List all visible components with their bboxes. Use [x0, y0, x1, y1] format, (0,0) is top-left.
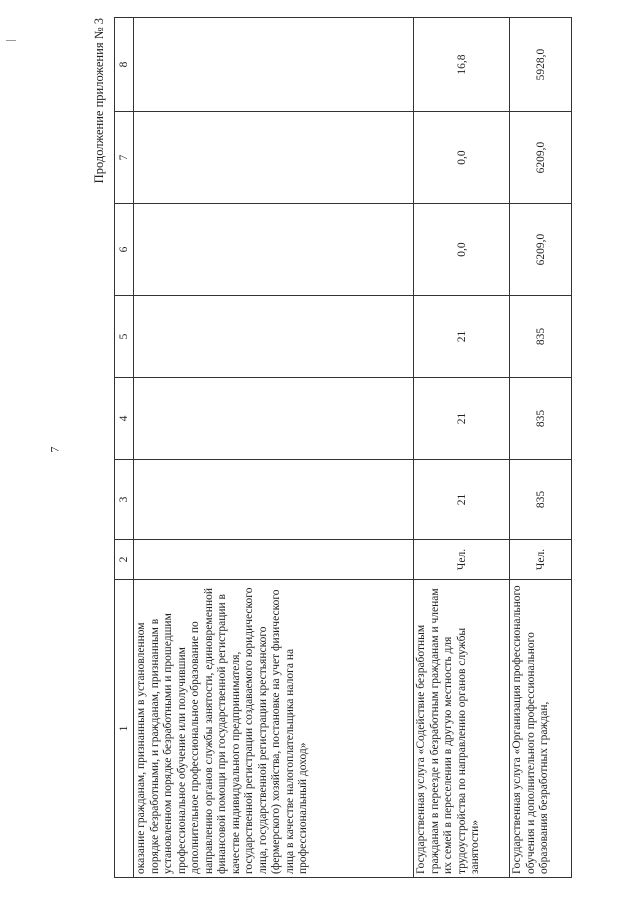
row-col4: 835 — [510, 378, 572, 460]
page-number: 7 — [47, 446, 62, 453]
col-header-4: 4 — [115, 378, 134, 460]
row-col7: 0,0 — [414, 112, 510, 204]
row-col5 — [134, 296, 414, 378]
rotated-content — [80, 18, 635, 878]
row-col7 — [134, 112, 414, 204]
col-header-2: 2 — [115, 540, 134, 580]
row-col5: 21 — [414, 296, 510, 378]
row-col6: 0,0 — [414, 204, 510, 296]
col-header-5: 5 — [115, 296, 134, 378]
row-description: оказание гражданам, признанным в установленном порядке безработными, и гражданам, признанным в установленном порядке безработными и прошедшим профессиональное обучение или получившим дополнительное профессиональное образование по направлению органов службы занятости, единовременной финансовой помощи при государственной регистрации в качестве индивидуального предпринимателя, государственной регистрации создаваемого юридического лица, государственной регистрации крестьянского (фермерского) хозяйства, постановке на учет физического лица в качестве налогоплательщика налога на профессиональный доход» — [134, 580, 414, 878]
row-col8 — [134, 18, 414, 112]
row-col8: 16,8 — [414, 18, 510, 112]
col-header-3: 3 — [115, 460, 134, 540]
col-header-1: 1 — [115, 580, 134, 878]
row-unit — [134, 540, 414, 580]
row-col6 — [134, 204, 414, 296]
row-col3: 835 — [510, 460, 572, 540]
row-col8: 5928,0 — [510, 18, 572, 112]
col-header-6: 6 — [115, 204, 134, 296]
row-col3 — [134, 460, 414, 540]
header-row — [115, 18, 134, 878]
row-description: Государственная услуга «Организация профессионального обучения и дополнительного профессионального образования безработных граждан, — [510, 580, 572, 878]
row-description: Государственная услуга «Содействие безработным гражданам в переезде и безработным гражданам и членам их семей в переселении в другую местность для трудоустройства по направлению органов службы занятости» — [414, 580, 510, 878]
row-col4: 21 — [414, 378, 510, 460]
row-unit: Чел. — [414, 540, 510, 580]
table-row — [510, 18, 572, 878]
row-col7: 6209,0 — [510, 112, 572, 204]
row-unit: Чел. — [510, 540, 572, 580]
row-col4 — [134, 378, 414, 460]
table-row — [134, 18, 414, 878]
services-table — [114, 17, 572, 878]
col-header-7: 7 — [115, 112, 134, 204]
row-col3: 21 — [414, 460, 510, 540]
row-col6: 6209,0 — [510, 204, 572, 296]
col-header-8: 8 — [115, 18, 134, 112]
table-row — [414, 18, 510, 878]
appendix-label: Продолжение приложения № 3 — [92, 18, 106, 184]
margin-mark — [6, 40, 16, 41]
row-col5: 835 — [510, 296, 572, 378]
